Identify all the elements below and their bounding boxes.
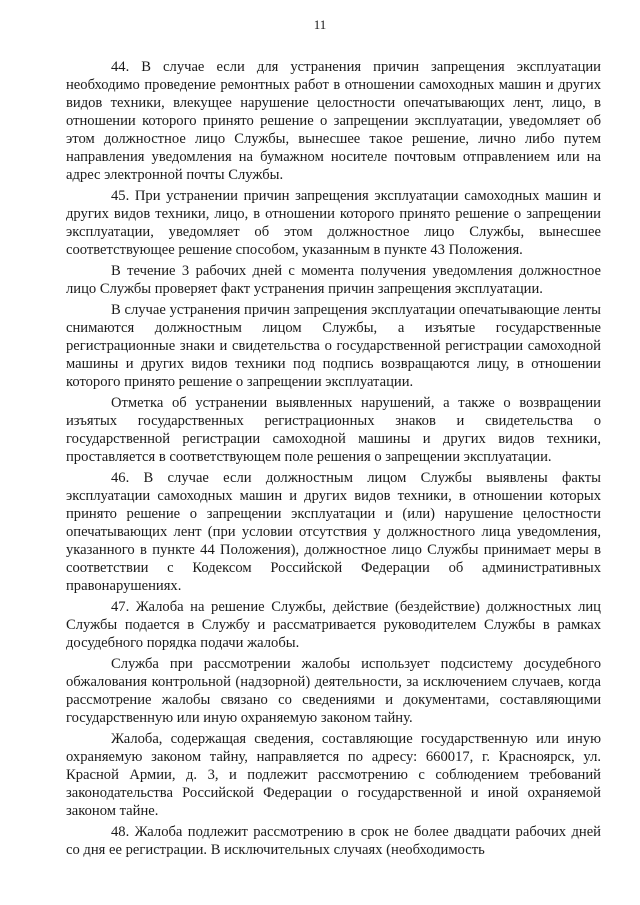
paragraph-45-seal-removal: В случае устранения причин запрещения эксплуатации опечатывающие ленты снимаются должностным лицом Службы, а изъятые государственные регистрационные знаки и свидетельства о государственной регистрации самоходной машины и других видов техники под подпись возвращаются лицу, в отношении которого принято решение о запрещении эксплуатации. — [66, 302, 601, 390]
document-body — [66, 58, 601, 862]
paragraph-45: 45. При устранении причин запрещения эксплуатации самоходных машин и других видов техники, лицо, в отношении которого принято решение о запрещении эксплуатации, уведомляет об этом должностное лицо Службы, вынесшее соответствующее решение способом, указанным в пункте 43 Положения. — [66, 188, 601, 258]
paragraph-47: 47. Жалоба на решение Службы, действие (бездействие) должностных лиц Службы подается в Службу и рассматривается руководителем Службы в рамках досудебного порядка подачи жалобы. — [66, 599, 601, 651]
paragraph-46: 46. В случае если должностным лицом Службы выявлены факты эксплуатации самоходных машин и других видов техники, в отношении которых принято решение о запрещении эксплуатации и (или) нарушение целостности опечатывающих лент (при условии отсутствия у должностного лица уведомления, указанного в пункте 44 Положения), должностное лицо Службы принимает меры в соответствии с Кодексом Российской Федерации об административных правонарушениях. — [66, 470, 601, 594]
page-number: 11 — [313, 17, 327, 32]
paragraph-48: 48. Жалоба подлежит рассмотрению в срок не более двадцати рабочих дней со дня ее регистрации. В исключительных случаях (необходимость — [66, 824, 601, 858]
paragraph-45-mark: Отметка об устранении выявленных нарушений, а также о возвращении изъятых государственных регистрационных знаков и свидетельства о государственной регистрации самоходной машины и других видов техники, проставляется в соответствующем поле решения о запрещении эксплуатации. — [66, 395, 601, 465]
paragraph-47-secret: Жалоба, содержащая сведения, составляющие государственную или иную охраняемую законом тайну, направляется по адресу: 660017, г. Красноярск, ул. Красной Армии, д. 3, и подлежит рассмотрению с соблюдением требований законодательства Российской Федерации о государственной и иной охраняемой законом тайне. — [66, 731, 601, 819]
paragraph-47-subsystem: Служба при рассмотрении жалобы использует подсистему досудебного обжалования контрольной (надзорной) деятельности, за исключением случаев, когда рассмотрение жалобы связано со сведениями и документами, составляющими государственную или иную охраняемую законом тайну. — [66, 656, 601, 726]
paragraph-45-deadline: В течение 3 рабочих дней с момента получения уведомления должностное лицо Службы проверяет факт устранения причин запрещения эксплуатации. — [66, 263, 601, 297]
paragraph-44: 44. В случае если для устранения причин запрещения эксплуатации необходимо проведение ремонтных работ в отношении самоходных машин и других видов техники, влекущее нарушение целостности опечатывающих лент, лицо, в отношении которого принято решение о запрещении эксплуатации, уведомляет об этом должностное лицо Службы, вынесшее такое решение, лично либо путем направления уведомления на бумажном носителе почтовым отправлением или на адрес электронной почты Службы. — [66, 59, 601, 183]
